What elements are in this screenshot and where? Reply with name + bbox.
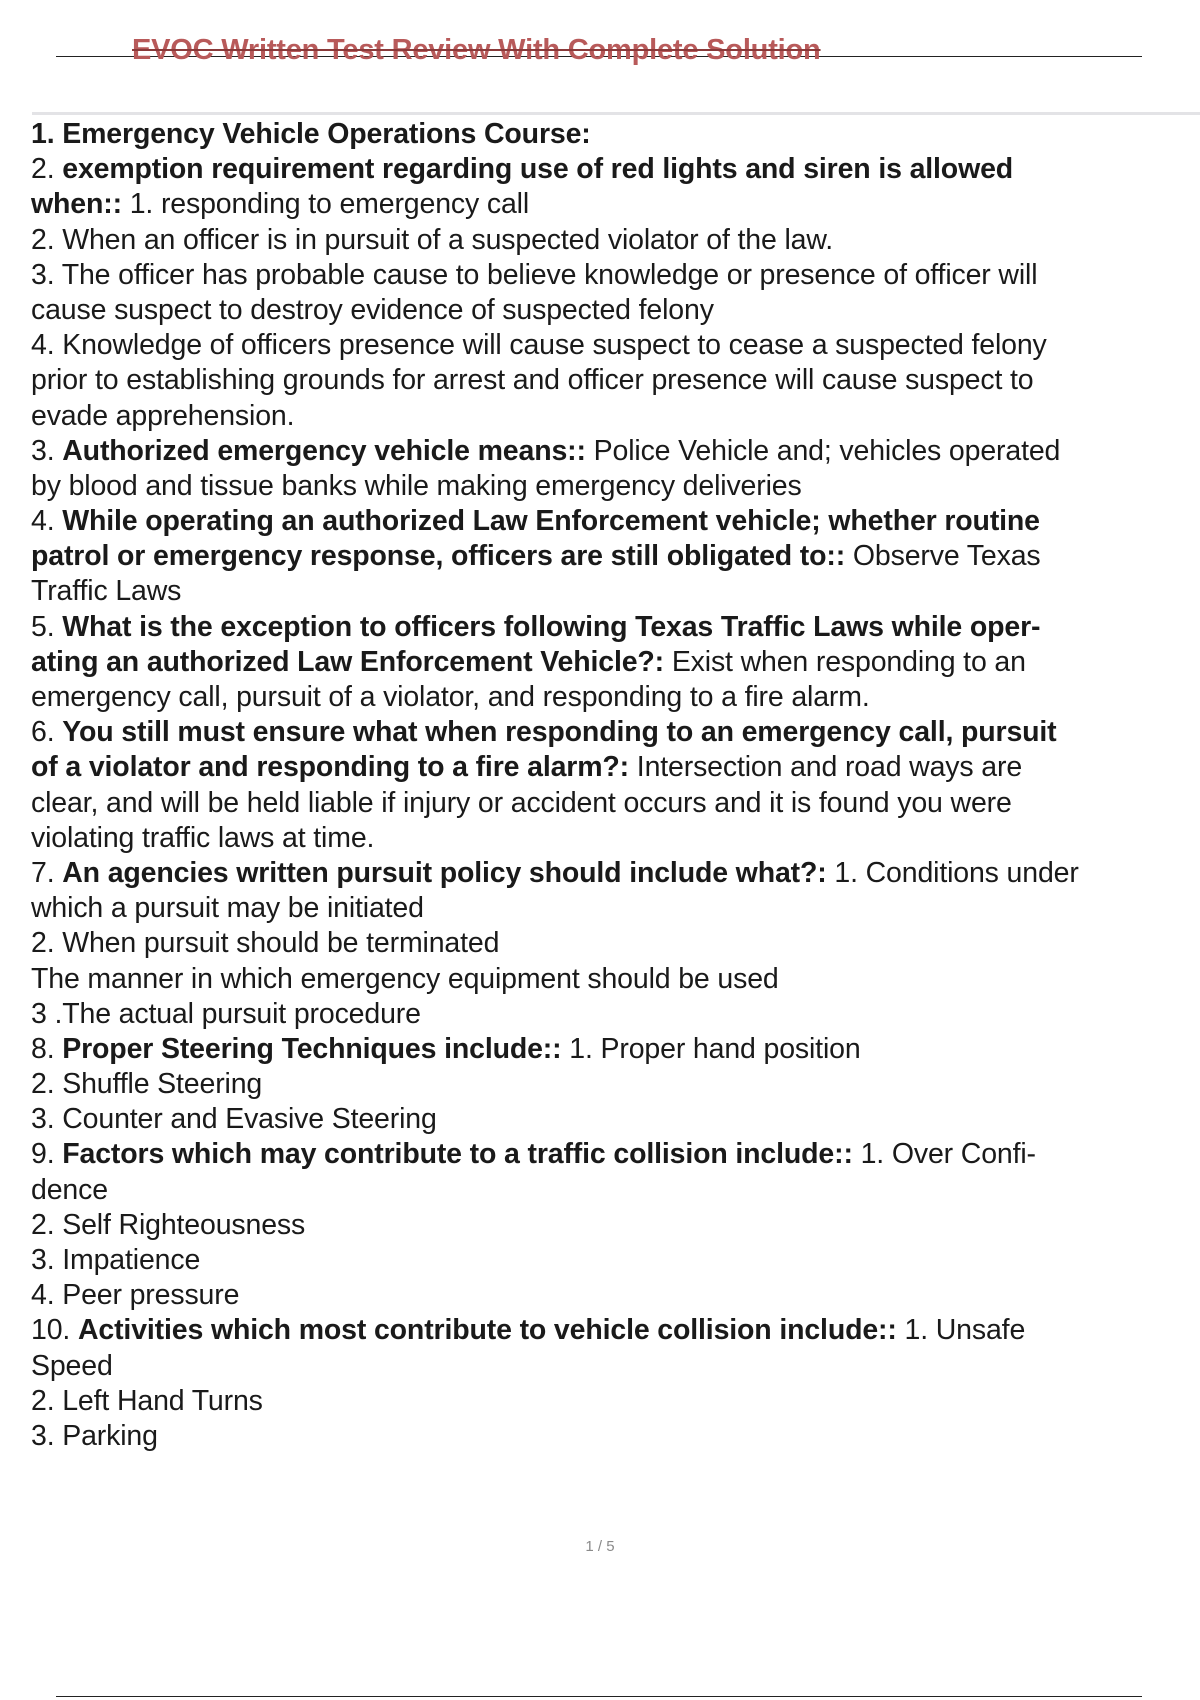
answer-text: 4. Knowledge of officers presence will cause suspect to cease a suspected felony [31, 329, 1047, 362]
question-text: when:: [31, 188, 122, 221]
answer-text: dence [31, 1173, 108, 1206]
answer-text: Traffic Laws [31, 575, 182, 608]
item-number: 5. [31, 610, 55, 643]
answer-text: 3. Impatience [31, 1244, 201, 1276]
answer-text: 3. Counter and Evasive Steering [31, 1103, 437, 1136]
question-text: While operating an authorized Law Enforcement vehicle; whether routine [62, 505, 1040, 538]
page-header [56, 30, 1142, 70]
answer-text: evade apprehension. [31, 399, 295, 432]
answer-text: 3 .The actual pursuit procedure [31, 997, 421, 1030]
page-number: 1 / 5 [585, 1538, 615, 1555]
qa-item-2 [31, 152, 1200, 187]
answer-text: Intersection and road ways are [636, 751, 1023, 784]
answer-text: prior to establishing grounds for arrest and officer presence will cause suspect to [31, 364, 1034, 397]
qa-line [31, 750, 1200, 785]
answer-text: by blood and tissue banks while making emergency deliveries [31, 469, 802, 502]
qa-item-6 [31, 715, 1200, 750]
answer-text: 3. The officer has probable cause to believe knowledge or presence of officer will [31, 258, 1038, 291]
answer-text: cause suspect to destroy evidence of suspected felony [31, 293, 714, 326]
qa-item-3 [31, 434, 1200, 469]
item-number: 10. [31, 1314, 71, 1347]
qa-list [31, 117, 1200, 1454]
question-text: Activities which most contribute to vehicle collision include:: [77, 1314, 897, 1347]
question-text: Authorized emergency vehicle means:: [62, 434, 586, 467]
item-number: 2. [31, 153, 55, 186]
qa-item-4 [31, 504, 1200, 539]
qa-item-10 [31, 1313, 1200, 1348]
question-text: Emergency Vehicle Operations Course: [62, 118, 591, 150]
answer-text: Observe Texas [852, 540, 1041, 573]
answer-text: Exist when responding to an [671, 645, 1026, 678]
answer-text: 1. Proper hand position [569, 1032, 861, 1065]
answer-text: Police Vehicle and; vehicles operated [593, 434, 1061, 467]
answer-text: 1. Conditions under [834, 856, 1079, 889]
qa-item-5 [31, 610, 1200, 645]
answer-text: 1. Unsafe [904, 1314, 1026, 1347]
qa-line [31, 645, 1200, 680]
qa-item-7 [31, 856, 1200, 891]
question-text: Proper Steering Techniques include:: [62, 1032, 562, 1065]
answer-text: The manner in which emergency equipment should be used [31, 962, 779, 995]
answer-text: 3. Parking [31, 1419, 158, 1452]
answer-text: which a pursuit may be initiated [31, 892, 424, 925]
qa-line [31, 539, 1200, 574]
answer-text: 4. Peer pressure [31, 1279, 240, 1312]
question-text: exemption requirement regarding use of red lights and siren is allowed [62, 153, 1014, 186]
answer-text: Speed [31, 1349, 113, 1382]
question-text: Factors which may contribute to a traffic collision include:: [62, 1138, 853, 1171]
answer-text: violating traffic laws at time. [31, 821, 375, 854]
answer-text: 2. Shuffle Steering [31, 1068, 263, 1101]
answer-text: 1. responding to emergency call [129, 188, 530, 221]
question-text: What is the exception to officers following Texas Traffic Laws while oper- [62, 610, 1041, 643]
answer-text: 1. Over Confi- [860, 1138, 1036, 1171]
item-number: 8. [31, 1032, 55, 1065]
question-text: You still must ensure what when responding to an emergency call, pursuit [62, 716, 1057, 749]
item-number: 3. [31, 434, 55, 467]
item-number: 1. [31, 118, 55, 150]
item-number: 7. [31, 856, 55, 889]
question-text: patrol or emergency response, officers are still obligated to:: [31, 540, 846, 573]
qa-line [31, 187, 1200, 222]
qa-item-9 [31, 1137, 1200, 1172]
question-text: An agencies written pursuit policy should include what?: [62, 856, 827, 889]
answer-text: 2. When pursuit should be terminated [31, 927, 500, 960]
item-number: 6. [31, 716, 55, 749]
answer-text: 2. Left Hand Turns [31, 1384, 263, 1417]
footer-rule [56, 1696, 1142, 1697]
question-text: of a violator and responding to a fire alarm?: [31, 751, 630, 784]
item-number: 4. [31, 505, 55, 538]
answer-text: clear, and will be held liable if injury or accident occurs and it is found you were [31, 786, 1012, 819]
answer-text: 2. When an officer is in pursuit of a suspected violator of the law. [31, 223, 833, 256]
answer-text: 2. Self Righteousness [31, 1208, 306, 1241]
question-text: ating an authorized Law Enforcement Vehicle?: [31, 645, 665, 678]
qa-item-1 [31, 117, 1200, 152]
document-title: EVOC Written Test Review With Complete Solution [132, 34, 821, 66]
qa-item-8 [31, 1032, 1200, 1067]
content-divider [32, 112, 1200, 115]
item-number: 9. [31, 1138, 55, 1171]
answer-text: emergency call, pursuit of a violator, and responding to a fire alarm. [31, 681, 870, 713]
